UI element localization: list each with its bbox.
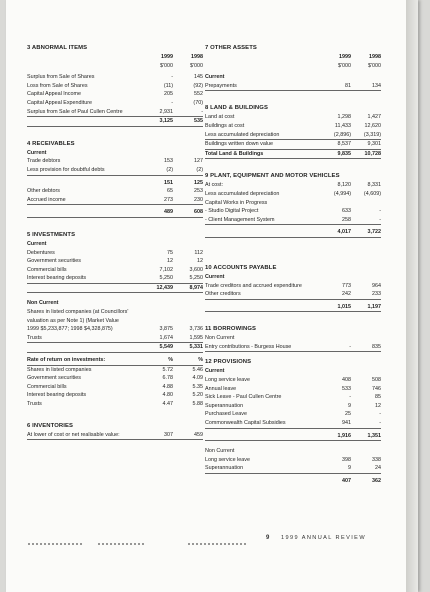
- year-header-row: 1999 1998: [161, 54, 203, 60]
- section-title: 6 INVENTORIES: [27, 422, 74, 429]
- table-row: Government securities 12 12: [27, 258, 203, 265]
- table-row: Purchased Leave 25 -: [205, 411, 381, 418]
- subtotal-row: 12,439 8,974: [27, 284, 203, 294]
- table-row: Sick Leave - Paul Cullen Centre - 85: [205, 394, 381, 401]
- section-title: 10 ACCOUNTS PAYABLE: [205, 264, 277, 271]
- subheading: Non Current: [205, 448, 235, 455]
- subheading: Current: [205, 368, 225, 375]
- section-abnormal-items: [27, 44, 203, 127]
- total-row: 5,549 5,331: [27, 343, 203, 353]
- table-row: At lower of cost or net realisable value: 307 459: [27, 431, 203, 441]
- total-row: 407 362: [342, 478, 381, 484]
- subheading: Current: [27, 149, 47, 156]
- table-row: Other creditors 242 233: [205, 290, 381, 300]
- table-row: Capital Works in Progress: [205, 199, 268, 206]
- subheading: Non Current: [205, 335, 235, 342]
- section-title: 12 PROVISIONS: [205, 359, 252, 366]
- table-row: - Studio Digital Project 633 -: [205, 208, 381, 215]
- table-row: Capital Appeal Expenditure - (70): [27, 99, 203, 106]
- table-row: Interest bearing deposits 5,250 5,250: [27, 274, 203, 284]
- section-borrowings: [205, 325, 381, 352]
- right-column: [205, 44, 381, 486]
- table-row: Prepayments 81 134: [205, 82, 381, 92]
- section-title: 7 OTHER ASSETS: [205, 45, 257, 51]
- note-text: valuation as per Note 1) (Market Value: [27, 317, 119, 324]
- table-row: Trade debtors 153 127: [27, 158, 203, 165]
- table-row: Annual leave 533 746: [205, 385, 381, 392]
- braille-decoration: [97, 535, 145, 543]
- table-row: 1999 $5,233,877; 1998 $4,328,875) 3,875 3,736: [27, 326, 203, 333]
- left-column: [27, 44, 203, 440]
- braille-decoration: [187, 535, 247, 543]
- section-receivables: [27, 140, 203, 218]
- total-row: 1,015 1,197: [205, 303, 381, 313]
- total-row: 3,125 535: [27, 117, 203, 127]
- section-inventories: [27, 422, 203, 441]
- section-title: 8 LAND & BUILDINGS: [205, 105, 268, 112]
- table-row: Accrued income 273 230: [27, 196, 203, 206]
- total-row: Total Land & Buildings 9,835 10,728: [205, 150, 381, 160]
- table-row: Long service leave 398 338: [205, 456, 381, 463]
- table-row: Trusts 1,674 1,595: [27, 334, 203, 344]
- table-row: Superannuation 9 24: [205, 464, 381, 474]
- table-row: Long service leave 408 508: [205, 377, 381, 384]
- subheading: Non Current: [27, 300, 59, 307]
- table-row: Superannuation 9 12: [205, 402, 381, 409]
- table-row: Less provision for doubtful debts (2) (2): [27, 166, 203, 176]
- subtotal-row: 1,916 1,351: [205, 432, 381, 442]
- table-row: Commercial bills 7,102 3,600: [27, 266, 203, 273]
- total-row: 4,017 3,722: [205, 228, 381, 238]
- page-edge: [406, 0, 418, 592]
- table-row: Debentures 75 112: [27, 249, 203, 256]
- section-plant-equipment: [205, 172, 381, 238]
- section-title: 5 INVESTMENTS: [27, 231, 76, 238]
- table-row: Trusts 4.47 5.88: [27, 401, 203, 407]
- page: [6, 0, 418, 592]
- table-row: At cost: 8,120 8,331: [205, 182, 381, 189]
- section-investments: [27, 231, 203, 409]
- table-row: Interest bearing deposits 4.80 5.20: [27, 392, 203, 399]
- section-provisions: [205, 358, 381, 485]
- table-row: Less accumulated depreciation (4,994) (4,609): [205, 190, 381, 197]
- table-row: Commonwealth Capital Subsidies 941 -: [205, 419, 381, 429]
- table-row: Loss from Sale of Shares (11) (92): [27, 82, 203, 89]
- year-header-row: 1999 1998: [339, 54, 381, 60]
- section-title: 3 ABNORMAL ITEMS: [27, 45, 88, 51]
- table-row: - Client Management System 258 -: [205, 216, 381, 226]
- table-row: Surplus from Sale of Shares - 145: [27, 74, 203, 81]
- table-row: Commercial bills 4.88 5.35: [27, 383, 203, 390]
- footer-title: 1999 ANNUAL REVIEW: [281, 535, 366, 541]
- table-row: Capital Appeal Income 205 552: [27, 91, 203, 98]
- table-row: Buildings written down value 8,537 9,301: [205, 140, 381, 150]
- table-row: Government securities 6.78 4.09: [27, 375, 203, 382]
- table-row: Shares in listed companies 5.72 5.46: [27, 366, 203, 373]
- braille-decoration: [27, 535, 83, 543]
- subtotal-row: 151 125: [164, 179, 203, 186]
- rate-header-row: Rate of return on investments: % %: [27, 356, 203, 366]
- total-row: 489 608: [27, 208, 203, 218]
- subheading: Current: [205, 273, 225, 280]
- table-row: Land at cost 1,298 1,427: [205, 114, 381, 121]
- section-title: 9 PLANT, EQUIPMENT AND MOTOR VEHICLES: [205, 173, 340, 180]
- table-row: Buildings at cost 11,433 12,620: [205, 122, 381, 129]
- units-row: $'000 $'000: [159, 62, 203, 69]
- note-text: Shares in listed companies (at Councillors': [27, 309, 129, 316]
- units-row: $'000 $'000: [337, 62, 381, 69]
- section-land-buildings: [205, 104, 381, 159]
- section-accounts-payable: [205, 264, 381, 312]
- table-row: Trade creditors and accrued expenditure 773 964: [205, 282, 381, 289]
- table-row: Other debtors 65 253: [27, 188, 203, 195]
- table-row: Less accumulated depreciation (2,896) (3,319): [205, 131, 381, 141]
- table-row: Entry contributions - Burgess House - 835: [205, 343, 381, 353]
- section-title: 11 BORROWINGS: [205, 326, 257, 333]
- page-number: 9: [266, 535, 270, 541]
- subheading: Current: [205, 74, 225, 81]
- table-row: Surplus from Sale of Paul Cullen Centre 2,931 -: [27, 108, 203, 118]
- page-footer: [27, 533, 397, 545]
- subheading: Current: [27, 240, 47, 247]
- section-other-assets: [205, 44, 381, 91]
- section-title: 4 RECEIVABLES: [27, 140, 75, 147]
